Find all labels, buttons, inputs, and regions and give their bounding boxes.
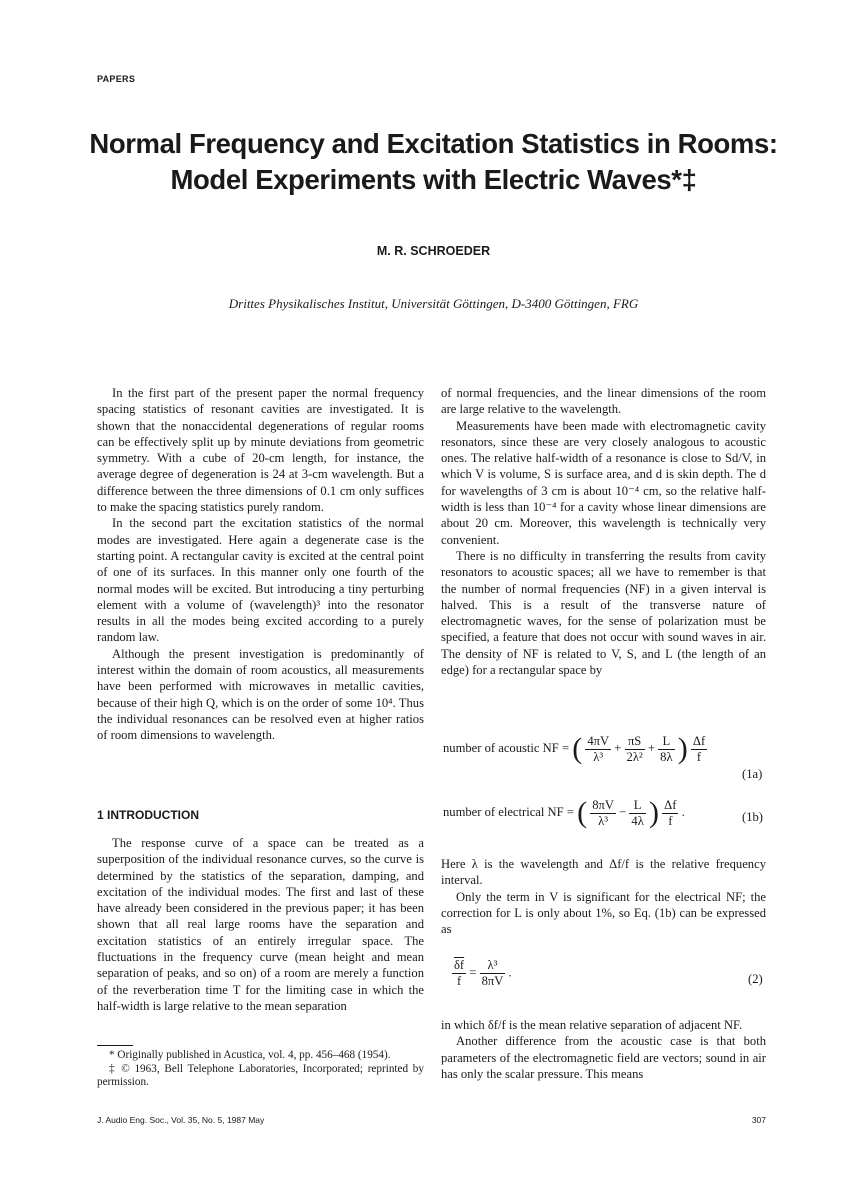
right-column-end: [441, 1017, 766, 1082]
equation-2: $\frac{\overline{\delta f}}{f}$ = $\frac{\text{λ³}}{8\pi V}$ .: [454, 958, 512, 988]
abstract-paragraph: In the first part of the present paper the normal frequency spacing statistics of resonant cavities are investigated. It is shown that the nonaccidental degenerations of regular rooms can be effectively split up by minute deviations from geometric symmetry. With a cube of 20-cm length, for instance, the average degree of degeneration is 24 at 3-cm wavelength. But a difference between the three dimensions of 0.1 cm only suffices to make the spacing statistics purely random.: [97, 386, 424, 515]
footnotes: [97, 1049, 424, 1090]
body-paragraph: Only the term in V is significant for the electrical NF; the correction for L is only about 1%, so Eq. (1b) can be expressed as: [441, 889, 766, 937]
abstract-paragraph: In the second part the excitation statistics of the normal modes are investigated. Here again a degenerate case is the starting point. A rectangular cavity is excited at the central point of one of its surfaces. In this manner only one fourth of the normal modes will be excited. But introducing a tiny perturbing element with a volume of (wavelength)³ into the resonator results in all the modes being excited according to a purely random law.: [97, 516, 424, 645]
equation-1b: number of electrical NF = ( $\frac{8\pi V}{\text{λ³}}$ − $\frac{L}{4\lambda}$ ) $\frac{\Delta f}{f}$ .: [443, 796, 685, 829]
footer-citation: J. Audio Eng. Soc., Vol. 35, No. 5, 1987 May: [97, 1115, 265, 1125]
affiliation: Drittes Physikalisches Institut, Universität Göttingen, D-3400 Göttingen, FRG: [228, 296, 639, 311]
body-paragraph: of normal frequencies, and the linear dimensions of the room are large relative to the wavelength.: [441, 386, 766, 417]
footnote: * Originally published in Acustica, vol. 4, pp. 456–468 (1954).: [109, 1049, 391, 1061]
body-paragraph: Measurements have been made with electromagnetic cavity resonators, since these are very closely analogous to acoustic ones. The relative half-width of a resonance is close to Sd/V, in which V is volume, S is surface area, and d is skin depth. The d for wavelengths of 3 cm is about 10⁻⁴ cm, so the relative half-width is less than 10⁻⁴ for a cavity whose linear dimensions are about 20 cm. Moreover, this wavelength is technically very convenient.: [441, 418, 766, 547]
equation-label: number of acoustic NF: [443, 740, 559, 755]
body-paragraph: Here λ is the wavelength and Δf/f is the relative frequency interval.: [441, 857, 766, 888]
section-heading: 1 INTRODUCTION: [97, 808, 199, 822]
left-column: [97, 385, 424, 744]
equation-1a: number of acoustic NF = ( $\frac{4\pi V}{\text{λ³}}$ + $\frac{\pi S}{\text{2λ²}}$ + $\frac{L}{8\lambda}$ ) $\frac{\Delta f}{f}$: [443, 732, 706, 765]
abstract-paragraph: Although the present investigation is predominantly of interest within the domain of room acoustics, all measurements have been performed with microwaves in metallic cavities, because of their high Q, which is on the order of some 10⁴. Thus the individual resonances can be resolved even at higher ratios of room dimensions to wavelength.: [97, 646, 424, 743]
body-paragraph: Another difference from the acoustic case is that both parameters of the electromagnetic field are vectors; sound in air has only the scalar pressure. This means: [441, 1034, 766, 1081]
equation-label: number of electrical NF: [443, 804, 564, 819]
body-paragraph: in which δf/f is the mean relative separation of adjacent NF.: [441, 1018, 743, 1032]
section-tag: PAPERS: [97, 74, 136, 84]
author-name: M. R. SCHROEDER: [376, 244, 491, 258]
equation-number: (1b): [742, 810, 763, 824]
right-column: [441, 385, 766, 678]
intro-text: The response curve of a space can be treated as a superposition of the individual resonance curves, so the curve is determined by the statistics of the separation, damping, and excitation of the individual modes. The first and last of these have already been considered in the previous paper; it has been shown that all real large rooms have the separation and excitation statistics of an entirely irregular space. The fluctuations in the frequency curve (mean height and mean separation of peaks, and so on) of a room are merely a function of the reverberation time T for the limiting case in which the half-width is large relative to the mean separation: [97, 836, 424, 1013]
page-number: 307: [751, 1115, 766, 1125]
footnote: ‡ © 1963, Bell Telephone Laboratories, Incorporated; reprinted by permission.: [97, 1062, 424, 1088]
footnote-rule: [97, 1045, 133, 1046]
right-column-continued: [441, 856, 766, 937]
paper-title: Normal Frequency and Excitation Statistics in Rooms: Model Experiments with Electric Waves*‡: [89, 128, 778, 195]
equation-number: (2): [748, 972, 763, 986]
intro-paragraph: [97, 835, 424, 1014]
body-paragraph: There is no difficulty in transferring the results from cavity resonators to acoustic spaces; all we have to remember is that the number of normal frequencies (NF) in a given interval is halved. This is a result of the transverse nature of electromagnetic waves, for the sense of polarization must be specified, a feature that does not occur with sound waves in air. The density of NF is related to V, S, and L (the length of an edge) for a rectangular space by: [441, 548, 766, 678]
equation-number: (1a): [742, 767, 763, 781]
